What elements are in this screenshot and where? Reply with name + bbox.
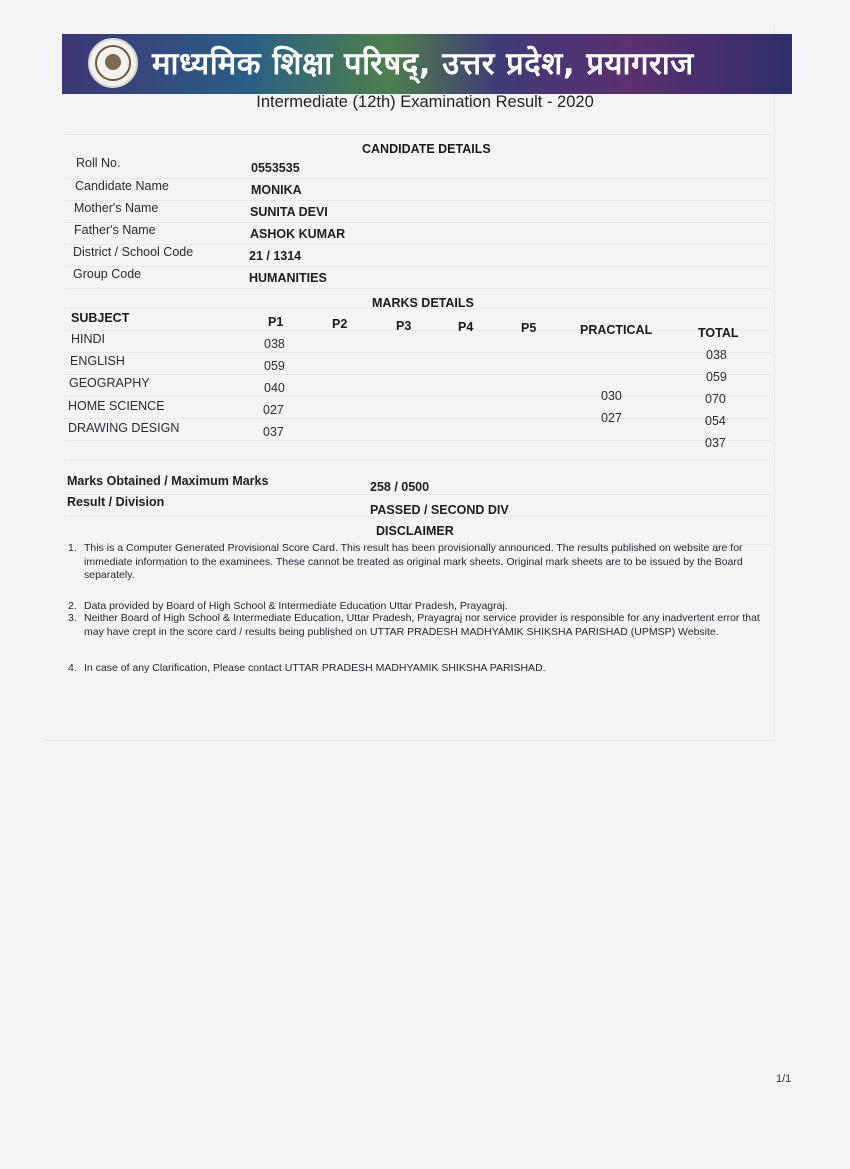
page-number: 1/1 [776,1073,792,1085]
disclaimer-text: In case of any Clarification, Please contact UTTAR PRADESH MADHYAMIK SHIKSHA PARISHAD. [84,662,546,674]
col-total: TOTAL [698,326,739,340]
practical-mark: 030 [601,389,622,403]
result-division-value: PASSED / SECOND DIV [370,503,509,517]
disclaimer-heading: DISCLAIMER [376,524,454,538]
p1-mark: 037 [263,425,284,439]
total-mark: 059 [706,370,727,384]
col-p3: P3 [396,319,412,333]
group-code-label: Group Code [73,267,142,281]
marks-obtained-label: Marks Obtained / Maximum Marks [67,474,269,488]
total-mark: 054 [705,414,726,428]
disclaimer-item [68,612,762,639]
father-name-label: Father's Name [74,223,156,237]
disclaimer-item [68,662,762,676]
p1-mark: 040 [264,381,285,395]
board-title: माध्यमिक शिक्षा परिषद्, उत्तर प्रदेश, प्रयागराज [152,46,694,82]
total-mark: 038 [706,348,727,362]
disclaimer-text: This is a Computer Generated Provisional Score Card. This result has been provisionally announced. The results published on website are for immediate information to the examinees. These cannot be treated as original mark sheets. Original mark sheets are to be issued by the Board separately. [84,542,743,581]
candidate-name-value: MONIKA [251,183,302,197]
header-banner [62,34,792,94]
p1-mark: 059 [264,359,285,373]
col-p2: P2 [332,317,348,331]
candidate-name-label: Candidate Name [75,179,169,193]
board-emblem-icon [88,38,138,88]
group-code-value: HUMANITIES [249,271,327,285]
mother-name-label: Mother's Name [74,201,159,215]
disclaimer-number: 1. [68,542,77,554]
disclaimer-number: 2. [68,600,77,612]
disclaimer-item [68,542,762,583]
subject-name: HOME SCIENCE [68,399,165,413]
marks-obtained-value: 258 / 0500 [370,480,430,494]
total-mark: 070 [705,392,726,406]
exam-title: Intermediate (12th) Examination Result - 2020 [256,93,594,111]
marks-details-heading: MARKS DETAILS [372,296,474,310]
total-mark: 037 [705,436,726,450]
p1-mark: 027 [263,403,284,417]
mother-name-value: SUNITA DEVI [250,205,328,219]
disclaimer-text: Neither Board of High School & Intermediate Education, Uttar Pradesh, Prayagraj nor service provider is responsible for any inadvertent error that may have crept in the score card / results being published on UTTAR PRADESH MADHYAMIK SHIKSHA PARISHAD (UPMSP) Website. [84,612,760,638]
col-practical: PRACTICAL [580,323,653,337]
roll-no-label: Roll No. [76,156,121,170]
district-school-code-value: 21 / 1314 [249,249,302,263]
disclaimer-number: 4. [68,662,77,674]
subject-name: GEOGRAPHY [69,376,150,390]
col-subject: SUBJECT [71,311,130,325]
roll-no-value: 0553535 [251,161,300,175]
col-p1: P1 [268,315,284,329]
result-division-label: Result / Division [67,495,165,509]
father-name-value: ASHOK KUMAR [250,227,346,241]
subject-name: ENGLISH [70,354,125,368]
subject-name: HINDI [71,332,106,346]
p1-mark: 038 [264,337,285,351]
candidate-details-heading: CANDIDATE DETAILS [362,142,491,156]
col-p4: P4 [458,320,474,334]
col-p5: P5 [521,321,537,335]
disclaimer-number: 3. [68,612,77,624]
district-school-code-label: District / School Code [73,245,194,259]
practical-mark: 027 [601,411,622,425]
disclaimer-text: Data provided by Board of High School & Intermediate Education Uttar Pradesh, Prayagraj. [84,600,508,612]
subject-name: DRAWING DESIGN [68,421,180,435]
